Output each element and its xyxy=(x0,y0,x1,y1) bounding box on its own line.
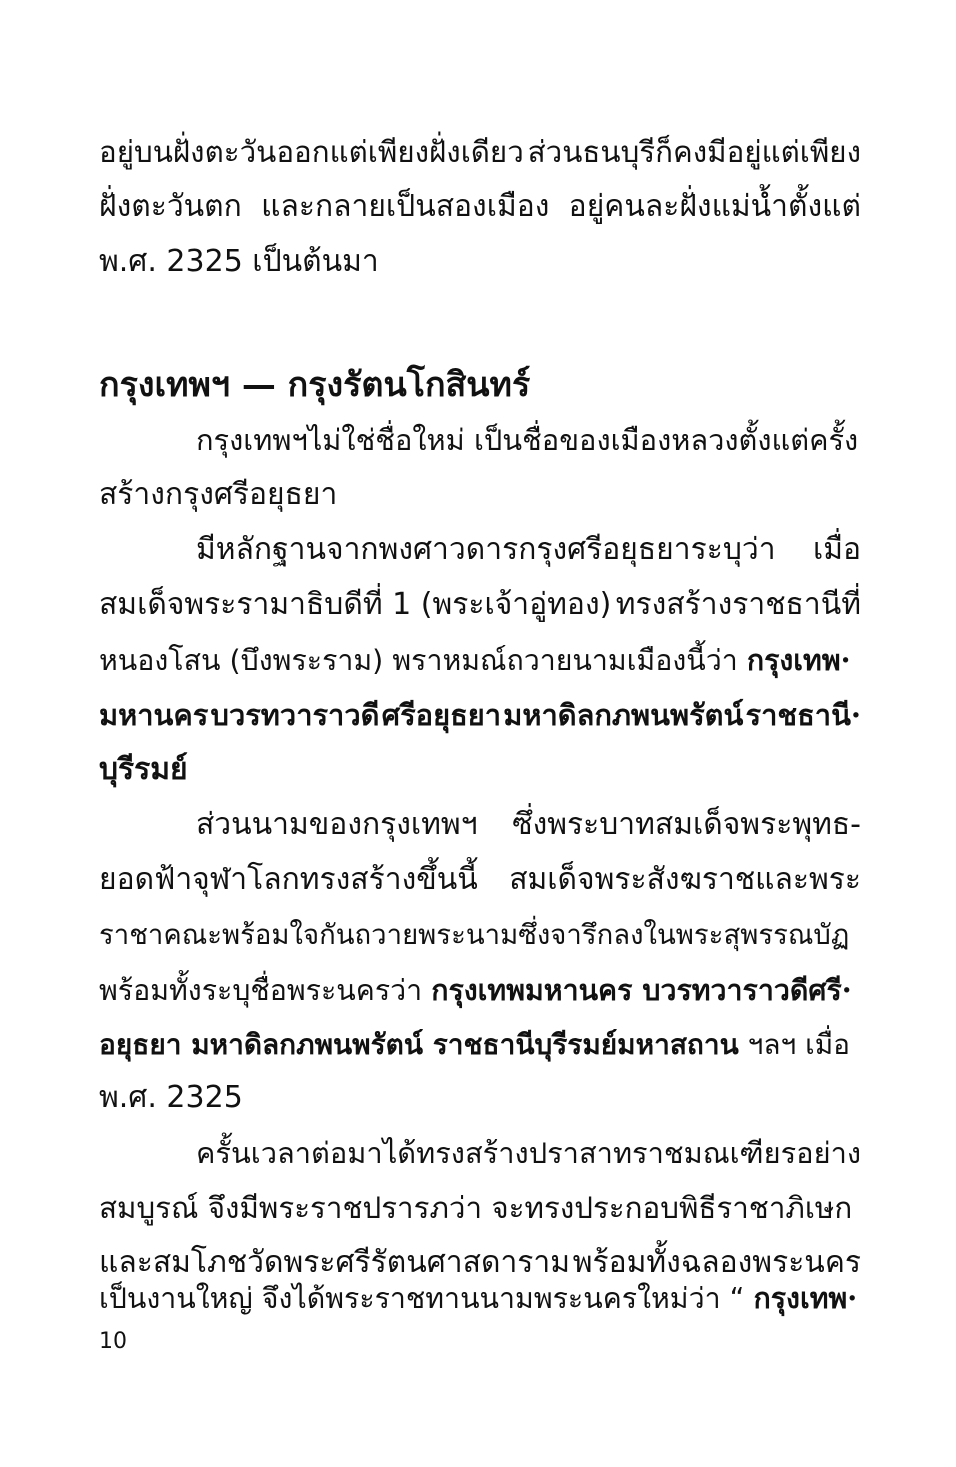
text-line xyxy=(196,803,861,847)
text-segment: ฝั่งตะวันตก xyxy=(99,189,242,224)
text-line xyxy=(99,1276,861,1320)
text-segment: และสมโภชวัดพระศรีรัตนศาสดาราม xyxy=(99,1245,571,1280)
text-segment: ซึ่งพระบาทสมเด็จพระพุทธ- xyxy=(512,807,861,842)
city-name-bold: บุรีรมย์ xyxy=(99,752,188,787)
text-line xyxy=(99,185,861,229)
city-name-bold: ศรีอยุธยา xyxy=(381,698,502,732)
text-line xyxy=(99,858,861,902)
text-segment: มีหลักฐานจากพงศาวดารกรุงศรีอยุธยาระบุว่า xyxy=(196,532,776,567)
text-line xyxy=(99,913,861,957)
text-segment: ครั้นเวลาต่อมาได้ทรงสร้างปราสาทราชมณเฑียรอย่าง xyxy=(196,1136,862,1170)
text-segment: พร้อมทั้งระบุชื่อพระนครว่า xyxy=(99,974,432,1007)
text-segment: ส่วนนามของกรุงเทพฯ xyxy=(196,807,478,842)
text-line xyxy=(99,130,861,174)
text-segment: และกลายเป็นสองเมือง xyxy=(261,189,550,224)
city-name-bold: มหาดิลกภพนพรัตน์ xyxy=(503,698,744,732)
text-segment: ยอดฟ้าจุฬาโลกทรงสร้างขึ้นนี้ xyxy=(99,862,478,897)
text-line xyxy=(99,638,861,682)
page-number: 10 xyxy=(99,1329,127,1354)
text-line xyxy=(99,968,861,1012)
text-line xyxy=(196,528,861,572)
text-line xyxy=(196,1131,861,1175)
heading-text: กรุงเทพฯ — กรุงรัตนโกสินทร์ xyxy=(99,365,531,405)
text-segment: อยู่คนละฝั่งแม่น้ำตั้งแต่ xyxy=(568,189,861,224)
city-name-bold: กรุงเทพมหานคร บวรทวาราวดีศรี· xyxy=(431,973,852,1007)
text-line xyxy=(99,583,861,627)
section-heading xyxy=(99,358,861,412)
text-line xyxy=(99,1186,861,1230)
text-line xyxy=(99,693,861,737)
text-segment: กรุงเทพฯไม่ใช่ชื่อใหม่ เป็นชื่อของเมืองหลวงตั้งแต่ครั้ง xyxy=(196,423,859,457)
text-segment: เมื่อ xyxy=(812,532,861,567)
text-segment: พ.ศ. 2325 เป็นต้นมา xyxy=(99,244,379,279)
text-line xyxy=(99,473,861,517)
text-segment: สมเด็จพระสังฆราชและพระ xyxy=(509,862,861,897)
text-segment: สมเด็จพระรามาธิบดีที่ 1 (พระเจ้าอู่ทอง) xyxy=(99,587,612,622)
text-segment: สร้างกรุงศรีอยุธยา xyxy=(99,477,338,512)
city-name-bold: มหานคร xyxy=(99,698,209,732)
text-segment: ฯลฯ เมื่อ xyxy=(738,1028,850,1061)
text-line xyxy=(196,418,861,462)
city-name-bold: บวรทวาราวดี xyxy=(210,698,380,732)
text-line xyxy=(99,1023,861,1067)
city-name-bold: ราชธานี· xyxy=(745,698,861,732)
text-segment: ราชาคณะพร้อมใจกันถวายพระนามซึ่งจารึกลงในพระสุพรรณบัฏ xyxy=(99,919,850,951)
text-segment: ส่วนธนบุรีก็คงมีอยู่แต่เพียง xyxy=(527,135,861,169)
text-segment: พ.ศ. 2325 xyxy=(99,1080,243,1115)
text-segment: สมบูรณ์ จึงมีพระราชปรารภว่า จะทรงประกอบพิธีราชาภิเษก xyxy=(99,1191,853,1225)
text-segment: หนองโสน (บึงพระราม) พราหมณ์ถวายนามเมืองนี้ว่า xyxy=(99,644,747,677)
text-line xyxy=(99,1076,861,1120)
text-segment: ทรงสร้างราชธานีที่ xyxy=(615,587,861,622)
city-name-bold: กรุงเทพ· xyxy=(746,643,851,677)
text-line xyxy=(99,240,861,284)
city-name-bold: กรุงเทพ· xyxy=(753,1281,858,1315)
text-segment: เป็นงานใหญ่ จึงได้พระราชทานนามพระนครใหม่ว่า “ xyxy=(99,1282,754,1315)
text-segment: พร้อมทั้งฉลองพระนคร xyxy=(572,1245,861,1280)
city-name-bold: อยุธยา มหาดิลกภพนพรัตน์ ราชธานีบุรีรมย์มหาสถาน xyxy=(99,1028,739,1061)
text-segment: อยู่บนฝั่งตะวันออกแต่เพียงฝั่งเดียว xyxy=(99,135,524,169)
text-line xyxy=(99,748,861,792)
